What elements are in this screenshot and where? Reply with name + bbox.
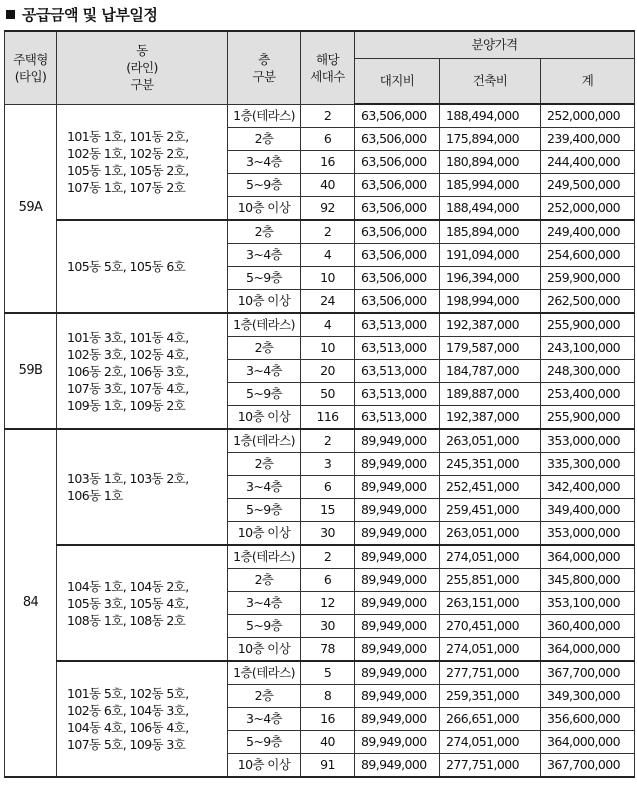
col-header-total: 계: [541, 59, 635, 105]
cell-floor: 2층: [228, 569, 301, 592]
cell-land: 89,949,000: [355, 545, 440, 569]
cell-building: 198,994,000: [440, 290, 541, 314]
cell-units: 40: [301, 174, 355, 197]
cell-total: 248,300,000: [541, 360, 635, 383]
cell-floor: 2층: [228, 337, 301, 360]
cell-land: 89,949,000: [355, 476, 440, 499]
cell-land: 63,506,000: [355, 197, 440, 221]
table-row: [5, 661, 635, 685]
cell-land: 89,949,000: [355, 429, 440, 453]
cell-units: 12: [301, 592, 355, 615]
cell-floor: 10층 이상: [228, 754, 301, 778]
cell-floor: 3~4층: [228, 476, 301, 499]
cell-building: 188,494,000: [440, 197, 541, 221]
cell-building: 259,351,000: [440, 685, 541, 708]
cell-units: 16: [301, 708, 355, 731]
cell-units: 10: [301, 267, 355, 290]
cell-building: 277,751,000: [440, 754, 541, 778]
cell-land: 89,949,000: [355, 731, 440, 754]
col-header-floor: 층 구분: [228, 31, 301, 104]
cell-units: 91: [301, 754, 355, 778]
cell-total: 252,000,000: [541, 197, 635, 221]
cell-land: 63,513,000: [355, 313, 440, 337]
cell-dong: 101동 5호, 102동 5호, 102동 6호, 104동 3호, 104동 4호, 106동 4호, 107동 5호, 109동 3호: [57, 661, 228, 777]
cell-floor: 1층(테라스): [228, 313, 301, 337]
cell-units: 4: [301, 244, 355, 267]
cell-type: 84: [5, 429, 57, 777]
cell-units: 24: [301, 290, 355, 314]
cell-floor: 2층: [228, 220, 301, 244]
cell-floor: 5~9층: [228, 615, 301, 638]
cell-floor: 3~4층: [228, 360, 301, 383]
cell-floor: 10층 이상: [228, 197, 301, 221]
cell-building: 185,994,000: [440, 174, 541, 197]
cell-land: 63,506,000: [355, 220, 440, 244]
cell-total: 244,400,000: [541, 151, 635, 174]
cell-land: 89,949,000: [355, 453, 440, 476]
cell-units: 116: [301, 406, 355, 430]
table-row: [5, 104, 635, 128]
cell-total: 249,400,000: [541, 220, 635, 244]
cell-floor: 10층 이상: [228, 522, 301, 546]
cell-units: 10: [301, 337, 355, 360]
cell-land: 63,506,000: [355, 151, 440, 174]
cell-floor: 5~9층: [228, 174, 301, 197]
cell-dong: 101동 1호, 101동 2호, 102동 1호, 102동 2호, 105동 1호, 105동 2호, 107동 1호, 107동 2호: [57, 104, 228, 220]
cell-floor: 5~9층: [228, 731, 301, 754]
cell-land: 89,949,000: [355, 708, 440, 731]
cell-building: 270,451,000: [440, 615, 541, 638]
table-row: [5, 220, 635, 244]
col-header-price-group: 분양가격: [355, 31, 635, 59]
cell-total: 367,700,000: [541, 661, 635, 685]
cell-dong: 105동 5호, 105동 6호: [57, 220, 228, 313]
cell-floor: 5~9층: [228, 499, 301, 522]
cell-building: 266,651,000: [440, 708, 541, 731]
table-row: [5, 545, 635, 569]
cell-floor: 5~9층: [228, 267, 301, 290]
cell-land: 89,949,000: [355, 522, 440, 546]
table-row: [5, 429, 635, 453]
cell-land: 89,949,000: [355, 499, 440, 522]
cell-total: 353,000,000: [541, 522, 635, 546]
cell-total: 255,900,000: [541, 406, 635, 430]
cell-land: 63,506,000: [355, 244, 440, 267]
col-header-land: 대지비: [355, 59, 440, 105]
cell-land: 63,506,000: [355, 290, 440, 314]
cell-total: 367,700,000: [541, 754, 635, 778]
cell-building: 184,787,000: [440, 360, 541, 383]
cell-land: 63,506,000: [355, 174, 440, 197]
cell-building: 263,051,000: [440, 429, 541, 453]
cell-building: 192,387,000: [440, 406, 541, 430]
cell-floor: 3~4층: [228, 244, 301, 267]
cell-building: 245,351,000: [440, 453, 541, 476]
cell-dong: 103동 1호, 103동 2호, 106동 1호: [57, 429, 228, 545]
cell-floor: 3~4층: [228, 151, 301, 174]
cell-total: 364,000,000: [541, 638, 635, 662]
cell-floor: 3~4층: [228, 592, 301, 615]
cell-land: 89,949,000: [355, 592, 440, 615]
cell-building: 179,587,000: [440, 337, 541, 360]
cell-building: 192,387,000: [440, 313, 541, 337]
cell-land: 89,949,000: [355, 638, 440, 662]
cell-total: 239,400,000: [541, 128, 635, 151]
cell-land: 63,513,000: [355, 406, 440, 430]
cell-units: 92: [301, 197, 355, 221]
cell-total: 353,100,000: [541, 592, 635, 615]
cell-floor: 2층: [228, 685, 301, 708]
cell-total: 360,400,000: [541, 615, 635, 638]
cell-building: 188,494,000: [440, 104, 541, 128]
cell-total: 249,500,000: [541, 174, 635, 197]
cell-land: 89,949,000: [355, 661, 440, 685]
cell-land: 63,513,000: [355, 337, 440, 360]
cell-building: 274,051,000: [440, 638, 541, 662]
cell-units: 2: [301, 104, 355, 128]
cell-total: 252,000,000: [541, 104, 635, 128]
cell-floor: 2층: [228, 453, 301, 476]
price-table: [4, 30, 635, 778]
col-header-building: 건축비: [440, 59, 541, 105]
cell-land: 63,506,000: [355, 267, 440, 290]
cell-units: 40: [301, 731, 355, 754]
cell-dong: 101동 3호, 101동 4호, 102동 3호, 102동 4호, 106동 2호, 106동 3호, 107동 3호, 107동 4호, 109동 1호, 109동 2호: [57, 313, 228, 429]
cell-building: 191,094,000: [440, 244, 541, 267]
cell-total: 262,500,000: [541, 290, 635, 314]
cell-units: 16: [301, 151, 355, 174]
cell-floor: 10층 이상: [228, 290, 301, 314]
table-row: [5, 313, 635, 337]
cell-total: 243,100,000: [541, 337, 635, 360]
cell-type: 59B: [5, 313, 57, 429]
col-header-units: 해당 세대수: [301, 31, 355, 104]
cell-total: 349,300,000: [541, 685, 635, 708]
cell-units: 4: [301, 313, 355, 337]
cell-units: 6: [301, 476, 355, 499]
cell-type: 59A: [5, 104, 57, 313]
cell-total: 353,000,000: [541, 429, 635, 453]
cell-building: 255,851,000: [440, 569, 541, 592]
cell-building: 263,151,000: [440, 592, 541, 615]
cell-land: 63,506,000: [355, 128, 440, 151]
cell-units: 50: [301, 383, 355, 406]
cell-land: 89,949,000: [355, 685, 440, 708]
cell-land: 63,513,000: [355, 360, 440, 383]
cell-floor: 10층 이상: [228, 638, 301, 662]
cell-units: 6: [301, 128, 355, 151]
cell-floor: 3~4층: [228, 708, 301, 731]
cell-total: 254,600,000: [541, 244, 635, 267]
cell-units: 20: [301, 360, 355, 383]
cell-total: 342,400,000: [541, 476, 635, 499]
cell-floor: 1층(테라스): [228, 545, 301, 569]
cell-building: 274,051,000: [440, 545, 541, 569]
cell-floor: 1층(테라스): [228, 661, 301, 685]
col-header-dong: 동 (라인) 구분: [57, 31, 228, 104]
cell-units: 78: [301, 638, 355, 662]
cell-land: 89,949,000: [355, 615, 440, 638]
cell-total: 259,900,000: [541, 267, 635, 290]
cell-units: 3: [301, 453, 355, 476]
cell-total: 364,000,000: [541, 731, 635, 754]
table-header: [5, 31, 635, 104]
cell-building: 196,394,000: [440, 267, 541, 290]
col-header-type: 주택형 (타입): [5, 31, 57, 104]
cell-building: 252,451,000: [440, 476, 541, 499]
cell-total: 255,900,000: [541, 313, 635, 337]
cell-units: 30: [301, 522, 355, 546]
cell-total: 335,300,000: [541, 453, 635, 476]
cell-land: 89,949,000: [355, 569, 440, 592]
cell-total: 253,400,000: [541, 383, 635, 406]
cell-total: 345,800,000: [541, 569, 635, 592]
cell-land: 63,513,000: [355, 383, 440, 406]
square-bullet-icon: [6, 10, 15, 19]
cell-units: 5: [301, 661, 355, 685]
section-title-text: 공급금액 및 납부일정: [22, 6, 158, 24]
cell-floor: 1층(테라스): [228, 429, 301, 453]
cell-units: 8: [301, 685, 355, 708]
cell-floor: 10층 이상: [228, 406, 301, 430]
cell-building: 185,894,000: [440, 220, 541, 244]
cell-building: 180,894,000: [440, 151, 541, 174]
cell-total: 356,600,000: [541, 708, 635, 731]
cell-building: 277,751,000: [440, 661, 541, 685]
cell-units: 6: [301, 569, 355, 592]
table-body: [5, 104, 635, 777]
cell-building: 274,051,000: [440, 731, 541, 754]
cell-building: 189,887,000: [440, 383, 541, 406]
cell-total: 364,000,000: [541, 545, 635, 569]
cell-units: 2: [301, 429, 355, 453]
cell-land: 89,949,000: [355, 754, 440, 778]
cell-building: 259,451,000: [440, 499, 541, 522]
cell-land: 63,506,000: [355, 104, 440, 128]
section-title: [6, 4, 157, 26]
cell-floor: 1층(테라스): [228, 104, 301, 128]
cell-units: 15: [301, 499, 355, 522]
cell-dong: 104동 1호, 104동 2호, 105동 3호, 105동 4호, 108동 1호, 108동 2호: [57, 545, 228, 661]
cell-units: 30: [301, 615, 355, 638]
cell-floor: 5~9층: [228, 383, 301, 406]
cell-floor: 2층: [228, 128, 301, 151]
cell-building: 175,894,000: [440, 128, 541, 151]
cell-units: 2: [301, 220, 355, 244]
cell-building: 263,051,000: [440, 522, 541, 546]
cell-units: 2: [301, 545, 355, 569]
cell-total: 349,400,000: [541, 499, 635, 522]
